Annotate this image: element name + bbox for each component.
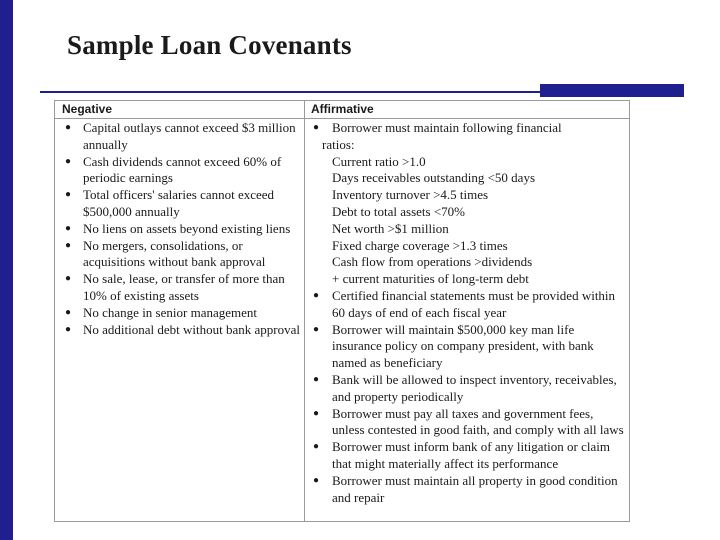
ratio-line: Current ratio >1.0 [332, 153, 426, 169]
bullet-icon: ● [312, 441, 320, 453]
left-accent-bar [0, 0, 13, 540]
bullet-icon: ● [312, 373, 320, 385]
list-item: ● Bank will be allowed to inspect inventory, receivables, and property periodically [305, 372, 627, 406]
list-item: ● No additional debt without bank approval [55, 322, 303, 339]
list-item: ● No change in senior management [55, 305, 303, 322]
negative-header: Negative [62, 102, 113, 116]
list-item: ● Certified financial statements must be provided within 60 days of end of each fiscal year [305, 288, 627, 322]
bullet-icon: ● [64, 323, 72, 335]
list-item: ● Total officers' salaries cannot exceed $500,000 annually [55, 187, 303, 221]
ratio-line: Days receivables outstanding <50 days [332, 170, 536, 186]
bullet-icon: ● [312, 474, 320, 486]
ratio-line: + current maturities of long-term debt [332, 271, 529, 287]
bullet-icon: ● [64, 222, 72, 234]
bullet-icon: ● [64, 189, 72, 201]
bullet-icon: ● [64, 306, 72, 318]
header-divider [55, 118, 629, 119]
list-item: ● Capital outlays cannot exceed $3 million annually [55, 120, 303, 154]
ratio-line: Net worth >$1 million [332, 220, 449, 236]
bullet-icon: ● [64, 239, 72, 251]
list-item: ● Borrower will maintain $500,000 key man life insurance policy on company president, with bank named as beneficiary [305, 322, 627, 372]
ratios-intro: ratios: [322, 136, 355, 152]
ratio-line: Debt to total assets <70% [332, 203, 465, 219]
ratio-line: Fixed charge coverage >1.3 times [332, 237, 508, 253]
list-item: ● No mergers, consolidations, or acquisitions without bank approval [55, 238, 303, 272]
bullet-icon: ● [64, 122, 72, 133]
title-accent-block [540, 84, 684, 97]
bullet-icon: ● [312, 289, 320, 301]
affirmative-covenants-list [305, 120, 627, 506]
list-item: ● No liens on assets beyond existing liens [55, 221, 303, 238]
list-item: ● Borrower must inform bank of any litigation or claim that might materially affect its performance [305, 439, 627, 473]
title-underline [40, 91, 540, 93]
list-item: ● No sale, lease, or transfer of more than 10% of existing assets [55, 271, 303, 305]
negative-covenants-list [55, 120, 303, 338]
affirmative-header: Affirmative [311, 102, 374, 116]
list-item-financial-ratios: ● Borrower must maintain following financial ratios: Current ratio >1.0 Days receivables outstanding <50 days Inventory turnover >4.5 times Debt to total assets <70% Net worth >$1 million Fixed charge coverage >1.3 times Cash flow from operations >dividends + current maturities of long-term debt [305, 120, 627, 288]
ratio-line: Cash flow from operations >dividends [332, 254, 533, 270]
list-item: ● Borrower must pay all taxes and government fees, unless contested in good faith, and comply with all laws [305, 406, 627, 440]
ratio-line: Inventory turnover >4.5 times [332, 187, 489, 203]
bullet-icon: ● [64, 155, 72, 167]
ratio-sublist [332, 154, 627, 288]
slide-title: Sample Loan Covenants [67, 30, 352, 60]
bullet-icon: ● [312, 407, 320, 419]
list-item: ● Borrower must maintain all property in good condition and repair [305, 473, 627, 507]
bullet-icon: ● [64, 273, 72, 285]
bullet-icon: ● [312, 122, 320, 133]
covenants-table [54, 100, 630, 522]
list-item: ● Cash dividends cannot exceed 60% of periodic earnings [55, 154, 303, 188]
bullet-icon: ● [312, 323, 320, 335]
